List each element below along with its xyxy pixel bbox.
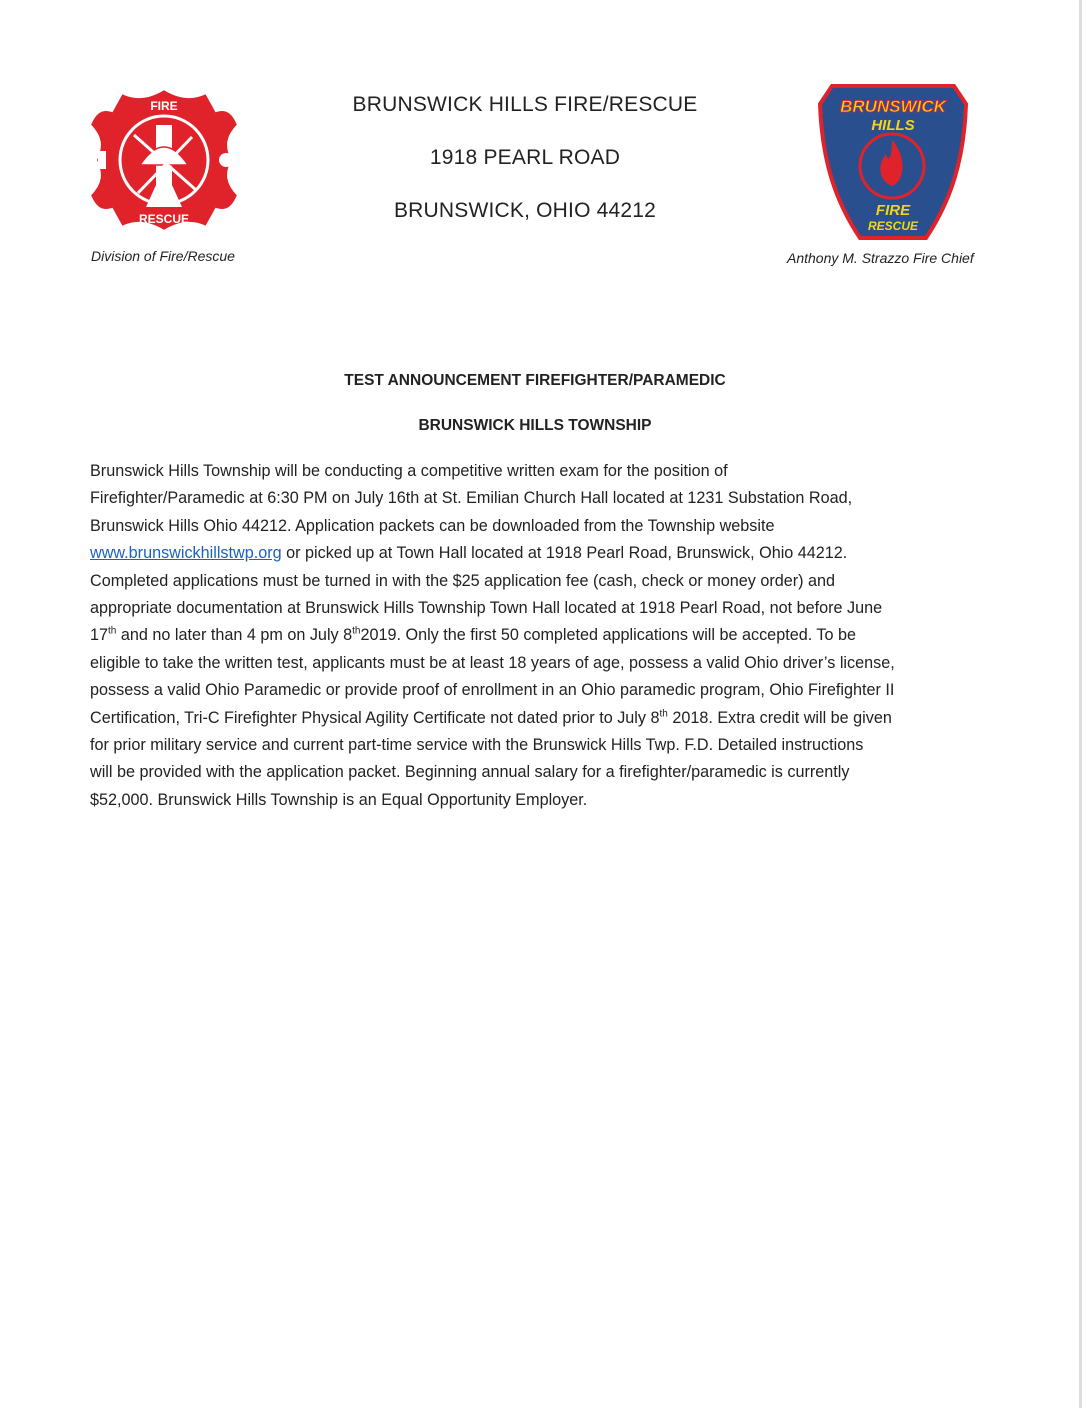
body-line (90, 458, 990, 485)
body-text: for prior military service and current part-time service with the Brunswick Hills Twp. F.D. Detailed instructions (90, 736, 864, 755)
announcement-title: TEST ANNOUNCEMENT FIREFIGHTER/PARAMEDIC (344, 372, 726, 389)
township-website-link[interactable]: www.brunswickhillstwp.org (90, 544, 282, 563)
body-text: $52,000. Brunswick Hills Township is an Equal Opportunity Employer. (90, 790, 588, 809)
org-name: BRUNSWICK HILLS FIRE/RESCUE (352, 93, 698, 116)
body-text: appropriate documentation at Brunswick Hills Township Town Hall located at 1918 Pearl Road, not before June (90, 599, 883, 618)
body-text: eligible to take the written test, applicants must be at least 18 years of age, possess a valid Ohio driver’s license, (90, 653, 895, 672)
body-text: and no later than 4 pm on July 8 (116, 626, 353, 645)
body-text: Brunswick Hills Ohio 44212. Application packets can be downloaded from the Township website (90, 516, 775, 535)
svg-text:FIRE: FIRE (875, 202, 911, 219)
body-text: 2018. Extra credit will be given (667, 708, 892, 727)
svg-text:HILLS: HILLS (871, 117, 915, 134)
body-line (90, 705, 990, 732)
body-text: 17 (90, 626, 109, 645)
body-line (90, 677, 990, 704)
body-text: will be provided with the application packet. Beginning annual salary for a firefighter/paramedic is currently (90, 763, 850, 782)
body-line (90, 595, 990, 622)
brunswick-hills-fire-rescue-patch-logo (818, 82, 968, 240)
scan-edge (1079, 0, 1082, 1408)
svg-text:RESCUE: RESCUE (867, 219, 919, 233)
body-line (90, 622, 990, 649)
body-text: Certification, Tri-C Firefighter Physical Agility Certificate not dated prior to July 8 (90, 708, 660, 727)
ordinal-suffix: th (659, 708, 668, 720)
announcement-subtitle: BRUNSWICK HILLS TOWNSHIP (418, 417, 652, 434)
body-line (90, 732, 990, 759)
body-line (90, 485, 990, 512)
body-text: 2019. Only the first 50 completed applications will be accepted. To be (360, 626, 856, 645)
city-address: BRUNSWICK, OHIO 44212 (393, 199, 657, 222)
announcement-body (90, 458, 990, 814)
right-caption: Anthony M. Strazzo Fire Chief (787, 250, 974, 266)
body-text: Brunswick Hills Township will be conducting a competitive written exam for the position of (90, 462, 728, 480)
svg-text:FIRE: FIRE (150, 99, 178, 113)
body-line (90, 787, 990, 814)
body-line (90, 650, 990, 677)
body-line (90, 759, 990, 786)
svg-text:RESCUE: RESCUE (138, 212, 190, 226)
body-line (90, 568, 990, 595)
body-line (90, 513, 990, 540)
ordinal-suffix: th (108, 626, 117, 638)
body-text: Completed applications must be turned in with the $25 application fee (cash, check or money order) and (90, 571, 836, 590)
body-line (90, 540, 990, 567)
left-caption: Division of Fire/Rescue (91, 248, 235, 264)
body-text: or picked up at Town Hall located at 1918 Pearl Road, Brunswick, Ohio 44212. (281, 544, 848, 563)
fire-rescue-maltese-cross-logo (88, 85, 240, 235)
street-address: 1918 PEARL ROAD (429, 146, 621, 169)
body-text: possess a valid Ohio Paramedic or provide proof of enrollment in an Ohio paramedic program, Ohio Firefighter II (90, 681, 895, 700)
svg-text:BRUNSWICK: BRUNSWICK (840, 97, 946, 116)
body-text: Firefighter/Paramedic at 6:30 PM on July 16th at St. Emilian Church Hall located at 1231 Substation Road, (90, 489, 853, 508)
ordinal-suffix: th (352, 626, 361, 638)
